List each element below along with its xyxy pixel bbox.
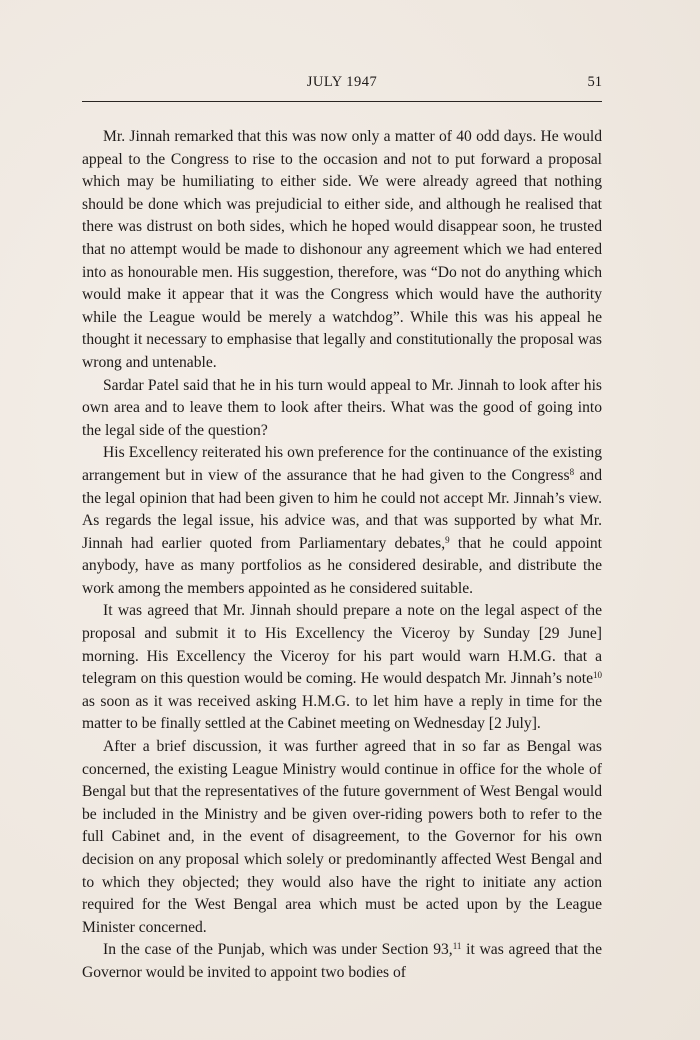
running-title: JULY 1947: [306, 74, 378, 90]
paragraph-punjab: In the case of the Punjab, which was under Section 93,11 it was agreed that the Governor would be invited to appoint two bodies of: [82, 941, 602, 981]
paragraph-excellency-preference: His Excellency reiterated his own preference for the continuance of the existing arrangement but in view of the assurance that he had given to the Congress$^8$ and the legal opinion that had been given to him he could not accept Mr. Jinnah’s view. As regards the legal issue, his advice was, and that was supported by what Mr. Jinnah had earlier quoted from Parliamentary debates,$^9$ that he could appoint anybody, have as many portfolios as he considered desirable, and distribute the work among the members appointed as he considered suitable.: [82, 444, 602, 597]
paragraph-bengal: After a brief discussion, it was further agreed that in so far as Bengal was concerned, the existing League Ministry would continue in office for the whole of Bengal but that the representatives of the future government of West Bengal would be included in the Ministry and be given over-riding powers both to refer to the full Cabinet and, in the event of disagreement, to the Governor for his own decision on any proposal which solely or predominantly affected West Bengal and to which they objected; they would also have the right to initiate any action required for the West Bengal area which must be acted upon by the League Minister concerned.: [82, 738, 602, 936]
body-text: [82, 126, 602, 985]
paragraph-jinnah-remarks: Mr. Jinnah remarked that this was now only a matter of 40 odd days. He would appeal to the Congress to rise to the occasion and not to put forward a proposal which may be humiliating to either side. We were already agreed that nothing should be done which was prejudicial to either side, and although he realised that there was distrust on both sides, which he hoped would disappear soon, he trusted that no attempt would be made to dishonour any agreement which we had entered into as honourable men. His suggestion, therefore, was “Do not do anything which would make it appear that it was the Congress which would have the authority while the League would be merely a watchdog”. While this was his appeal he thought it necessary to emphasise that legally and constitutionally the proposal was wrong and untenable.: [82, 128, 602, 371]
footnote-ref-10: 10: [593, 670, 602, 681]
paragraph-legal-note: It was agreed that Mr. Jinnah should prepare a note on the legal aspect of the proposal and submit it to His Excellency the Viceroy by Sunday [29 June] morning. His Excellency the Viceroy for his part would warn H.M.G. that a telegram on this question would be coming. He would despatch Mr. Jinnah’s note$^{10}$ as soon as it was received asking H.M.G. to let him have a reply in time for the matter to be finally settled at the Cabinet meeting on Wednesday [2 July].: [82, 602, 602, 733]
footnote-ref-9: 9: [445, 534, 450, 545]
paragraph-patel-reply: Sardar Patel said that he in his turn would appeal to Mr. Jinnah to look after his own area and to leave them to look after theirs. What was the good of going into the legal side of the question?: [82, 376, 602, 439]
running-head: [82, 74, 602, 94]
footnote-ref-11: 11: [452, 941, 462, 952]
footnote-ref-8: 8: [569, 466, 575, 477]
header-rule: [82, 101, 602, 102]
page-number: 51: [587, 74, 602, 90]
